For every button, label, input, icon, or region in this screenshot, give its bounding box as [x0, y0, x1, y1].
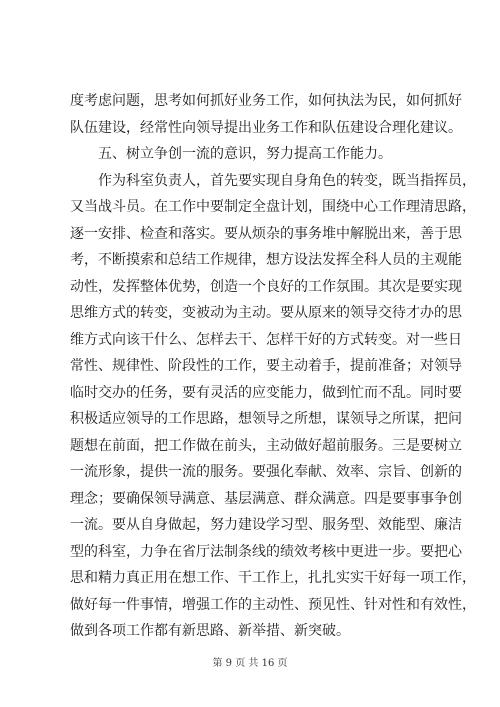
- paragraph-line: 积极适应领导的工作思路，想领导之所想，谋领导之所谋，把问: [70, 411, 462, 427]
- page-footer: [0, 654, 500, 669]
- paragraph-line: 题想在前面，把工作做在前头，主动做好超前服务。三是要树立: [70, 437, 462, 454]
- paragraph-line: 常性、规律性、阶段性的工作，要主动着手，提前准备；对领导: [70, 358, 462, 374]
- section-heading: 五、树立争创一流的意识，努力提高工作能力。: [98, 146, 392, 162]
- paragraph-line: 型的科室，力争在省厅法制条线的绩效考核中更进一步。要把心: [70, 543, 462, 560]
- paragraph-line: 一流。要从自身做起，努力建设学习型、服务型、效能型、廉洁: [70, 517, 462, 533]
- body-text: [70, 88, 476, 645]
- paragraph-line: 做到各项工作都有新思路、新举措、新突破。: [70, 623, 350, 639]
- paragraph-line: 考，不断摸索和总结工作规律，想方设法发挥全科人员的主观能: [70, 252, 462, 268]
- paragraph-line: 又当战斗员。在工作中要制定全盘计划，围绕中心工作理清思路，: [70, 199, 476, 215]
- paragraph-line: 作为科室负责人，首先要实现自身角色的转变，既当指挥员，: [98, 172, 476, 189]
- paragraph-line: 度考虑问题，思考如何抓好业务工作，如何执法为民，如何抓好: [70, 93, 462, 109]
- paragraph-line: 动性，发挥整体优势，创造一个良好的工作氛围。其次是要实现: [70, 278, 462, 295]
- paragraph-line: 思维方式的转变，变被动为主动。要从原来的领导交待才办的思: [70, 305, 462, 321]
- paragraph-line: 逐一安排、检查和落实。要从烦杂的事务堆中解脱出来，善于思: [70, 225, 462, 242]
- paragraph-line: 维方式向该干什么、怎样去干、怎样干好的方式转变。对一些日: [70, 331, 462, 348]
- paragraph-line: 思和精力真正用在想工作、干工作上，扎扎实实干好每一项工作，: [70, 570, 476, 586]
- paragraph-line: 理念；要确保领导满意、基层满意、群众满意。四是要事事争创: [70, 490, 462, 507]
- paragraph-line: 做好每一件事情，增强工作的主动性、预见性、针对性和有效性，: [70, 596, 476, 613]
- page-number: 第 9 页 共 16 页: [212, 658, 288, 669]
- paragraph-line: 一流形象，提供一流的服务。要强化奉献、效率、宗旨、创新的: [70, 464, 462, 480]
- paragraph-line: 队伍建设，经常性向领导提出业务工作和队伍建设合理化建议。: [70, 119, 462, 136]
- paragraph-line: 临时交办的任务，要有灵活的应变能力，做到忙而不乱。同时要: [70, 384, 462, 401]
